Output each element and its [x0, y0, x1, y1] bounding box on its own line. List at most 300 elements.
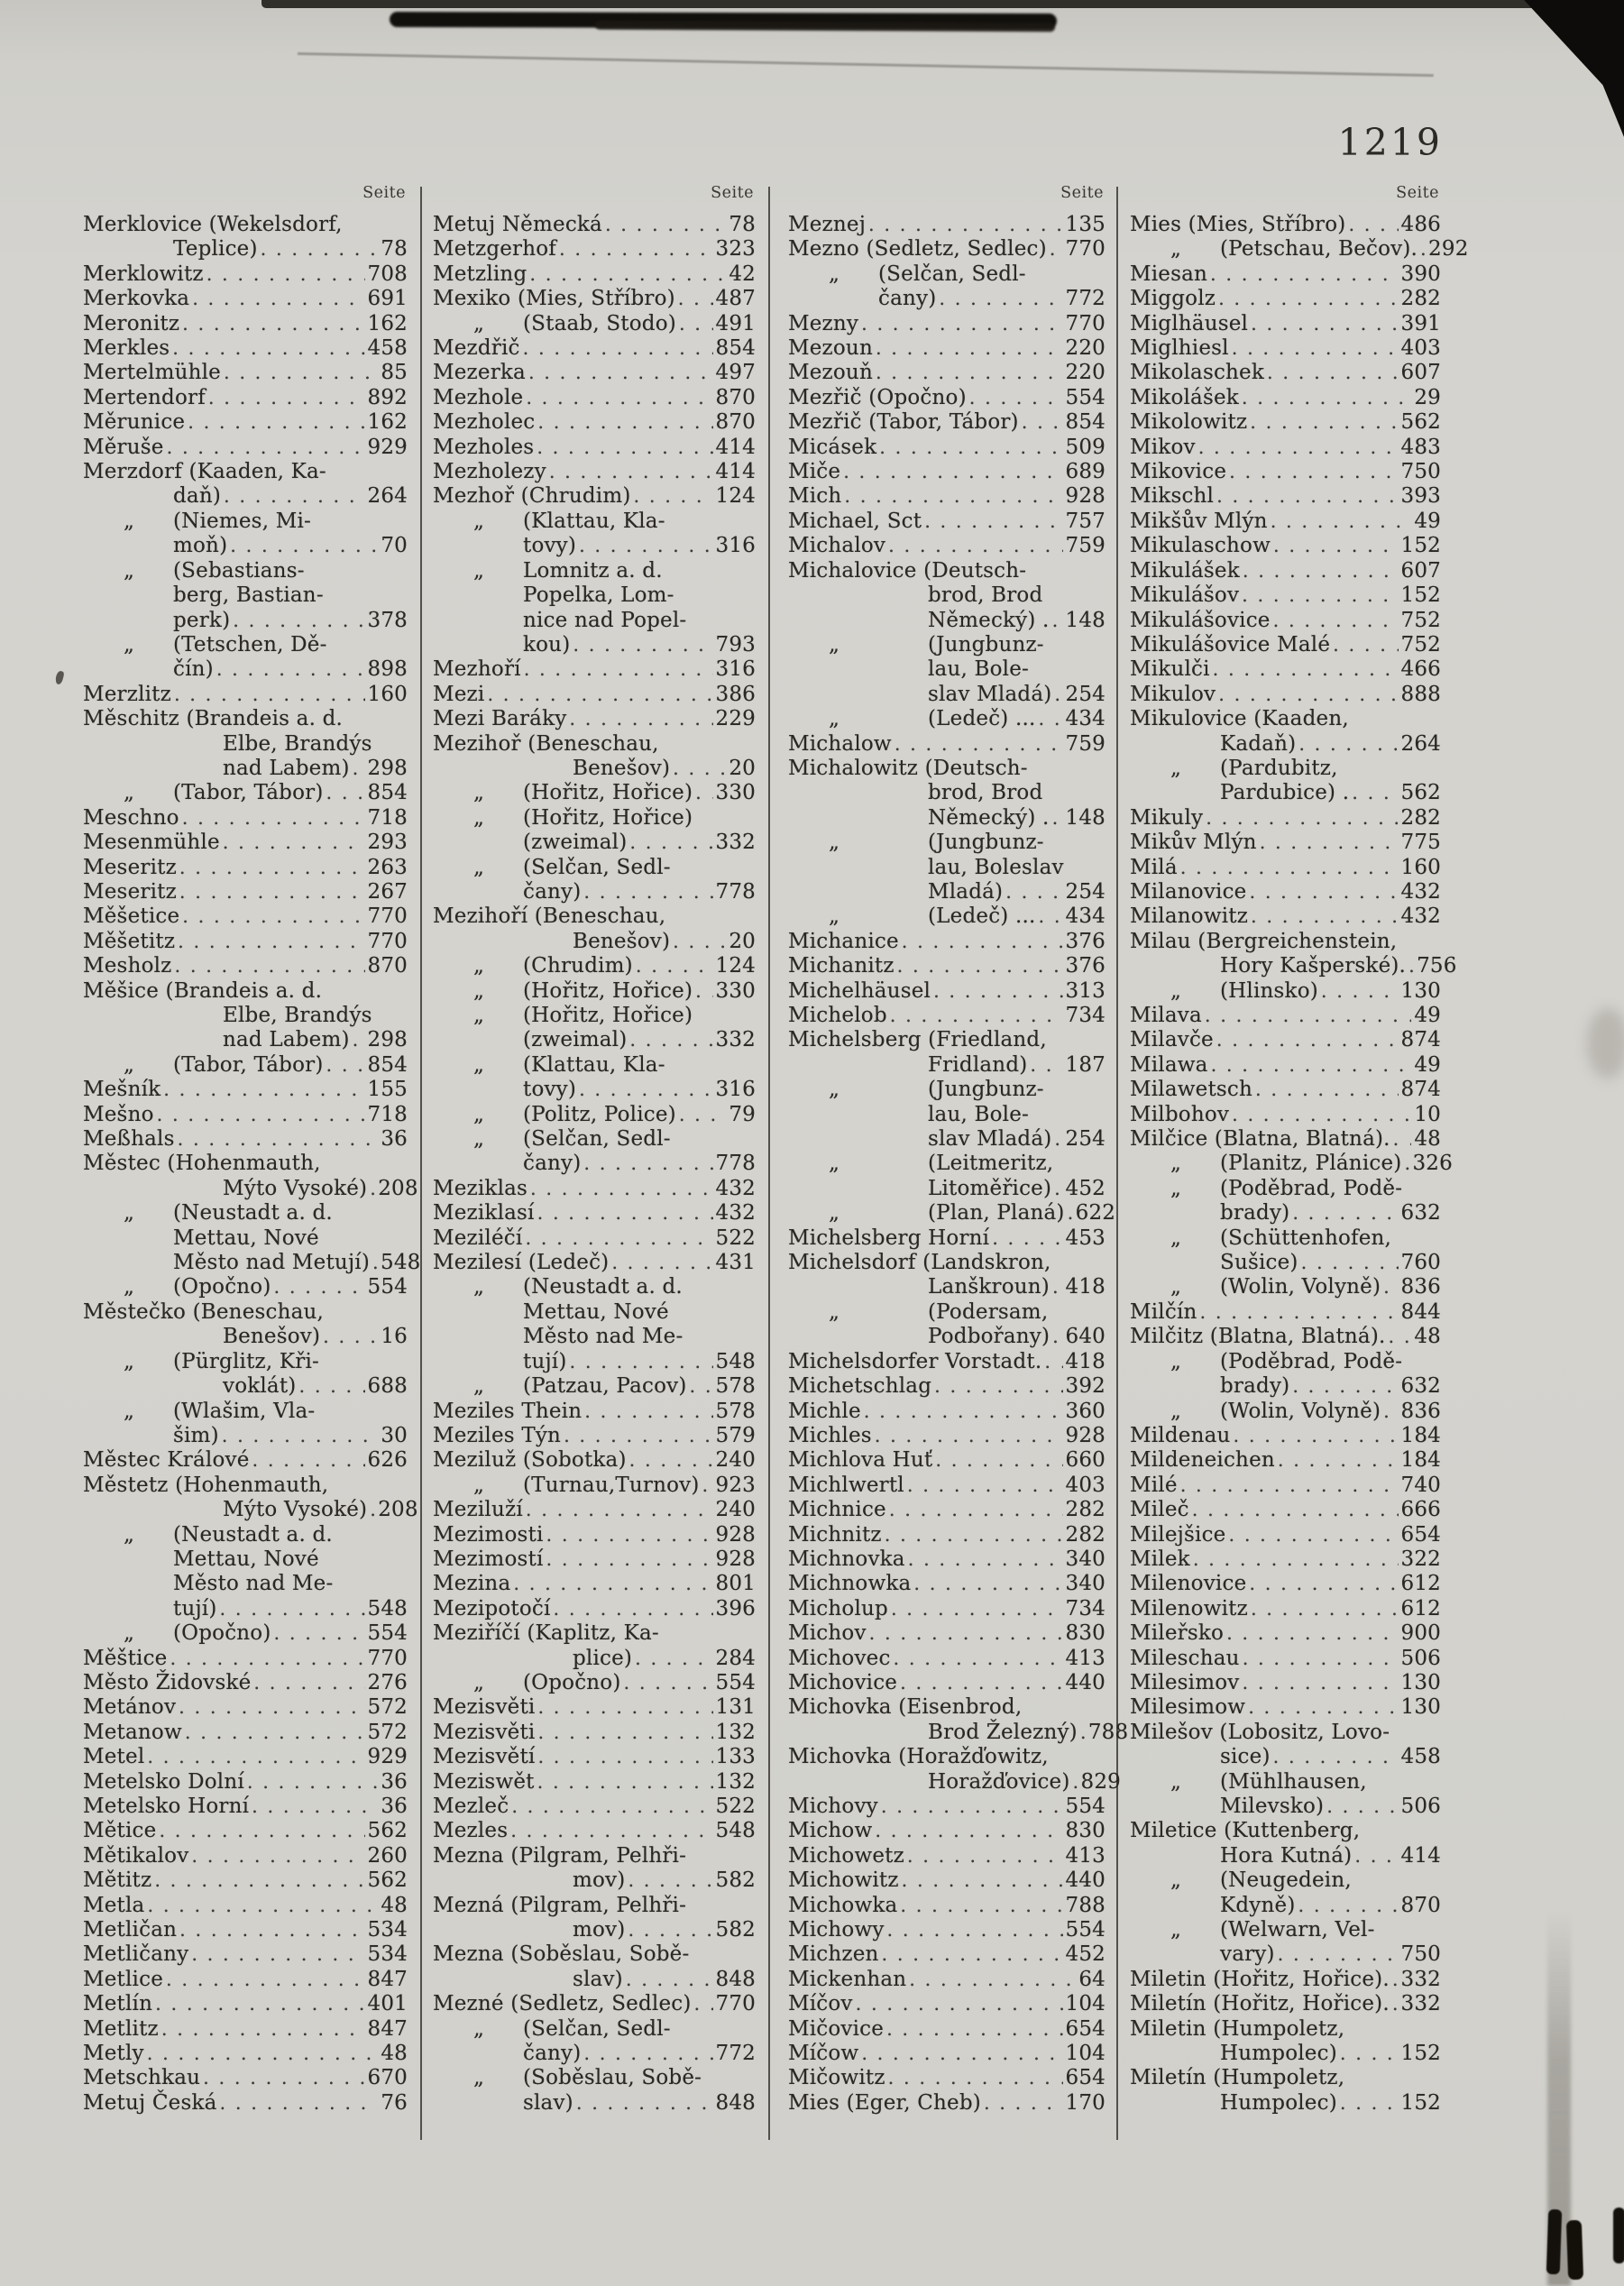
dot-leader: [1292, 1201, 1398, 1226]
dot-leader: [1301, 1251, 1399, 1275]
place-name: Meziles Thein: [433, 1399, 583, 1423]
page-ref: 391: [1400, 311, 1441, 335]
entry-line: [788, 1992, 1106, 2016]
index-entry: [433, 1819, 756, 1843]
place-name: Mětikalov: [83, 1843, 189, 1868]
page-ref: 770: [367, 1646, 408, 1670]
entry-line: [1130, 312, 1441, 336]
index-entry: [433, 1844, 756, 1894]
dot-leader: [636, 954, 713, 978]
dot-leader: [179, 880, 365, 904]
entry-line: [1130, 1647, 1441, 1671]
entry-line: [1130, 757, 1441, 781]
place-name: Hory Kašperské).: [1220, 954, 1407, 978]
entry-line: [433, 954, 756, 978]
place-name: Mikšův Mlýn: [1130, 509, 1268, 533]
index-entry: [788, 954, 1106, 978]
entry-line: [433, 930, 756, 954]
index-entry: [433, 732, 756, 782]
entry-line: [433, 410, 756, 435]
index-entry: [1130, 1424, 1441, 1448]
entry-line: [788, 880, 1106, 904]
page-ref: 874: [1400, 1078, 1441, 1102]
place-name: Michelob: [788, 1004, 887, 1027]
page-ref: 793: [715, 632, 756, 656]
place-name: Město nad Metují): [173, 1251, 371, 1275]
scan-artifact-ink-blot: [1613, 2208, 1624, 2263]
index-entry: [433, 1127, 756, 1177]
index-entry: [788, 510, 1106, 534]
entry-line: [788, 1177, 1106, 1201]
page-ref: 132: [715, 1769, 756, 1794]
entry-line: [788, 1201, 1116, 1226]
entry-line: [1130, 361, 1441, 385]
ditto-mark: „: [473, 558, 485, 583]
entry-line: [1130, 336, 1441, 361]
place-name: Metelsko Horní: [83, 1795, 250, 1818]
entry-line: [1130, 460, 1441, 484]
page-ref: 854: [367, 1052, 408, 1077]
page-ref: 632: [1400, 1201, 1441, 1226]
index-entry: [83, 1992, 408, 2016]
ditto-mark: „: [124, 1349, 135, 1373]
page-ref: 788: [1087, 1720, 1129, 1744]
index-entry: [433, 1474, 756, 1498]
entry-line: [433, 1004, 756, 1028]
place-name: Michovec: [788, 1646, 891, 1670]
scan-artifact-speck: [54, 670, 64, 684]
page-ref: 16: [381, 1325, 408, 1349]
entry-line: [83, 1844, 408, 1868]
entry-line: [433, 880, 756, 904]
entry-line: [83, 707, 408, 731]
page-ref: 772: [715, 2042, 756, 2066]
index-entry: [788, 1868, 1106, 1893]
entry-line: [433, 1078, 756, 1102]
place-name: Metličany: [83, 1942, 189, 1967]
index-entry: [83, 806, 408, 831]
page-ref: 562: [367, 1868, 408, 1893]
place-name: (Podersam,: [928, 1299, 1049, 1324]
dot-leader: [353, 757, 365, 781]
place-name: (Selčan, Sedl-: [523, 2016, 671, 2041]
place-name: Mettau, Nové: [173, 1226, 319, 1250]
place-name: Mezimostí: [433, 1547, 544, 1571]
entry-line: [1130, 1275, 1441, 1299]
ditto-mark: „: [1170, 1918, 1182, 1942]
place-name: Michov: [788, 1621, 867, 1646]
page-ref: 132: [715, 1720, 756, 1744]
place-name: Humpolec): [1220, 2042, 1337, 2066]
dot-leader: [875, 1819, 1062, 1843]
dot-leader: [564, 1424, 712, 1448]
place-name: Hora Kutná): [1220, 1843, 1353, 1868]
dot-leader: [605, 213, 726, 237]
place-name: (Leitmeritz,: [928, 1152, 1054, 1176]
index-entry: [1130, 1868, 1441, 1918]
page-ref: 854: [1065, 410, 1106, 435]
index-entry: [83, 1819, 408, 1843]
place-name: Mezna (Soběslau, Sobě-: [433, 1942, 690, 1967]
index-entry: [83, 1103, 408, 1127]
place-name: Michalov: [788, 534, 886, 558]
index-entry: [788, 1918, 1106, 1942]
index-entry: [83, 2042, 408, 2066]
dot-leader: [887, 1918, 1063, 1942]
place-name: Metzgerhof: [433, 237, 557, 262]
dot-leader: [252, 1795, 378, 1819]
entry-line: [433, 1300, 756, 1325]
entry-line: [788, 1400, 1106, 1424]
scan-artifact-corner-shadow: [1473, 0, 1624, 137]
place-name: Miglhiesl: [1130, 336, 1229, 361]
entry-line: [433, 1152, 756, 1176]
entry-line: [788, 2017, 1106, 2042]
ditto-mark: „: [124, 1522, 135, 1547]
place-name: (Hořitz, Hořice): [523, 1004, 693, 1027]
place-name: čany): [523, 2042, 582, 2066]
ditto-mark: „: [124, 1201, 135, 1226]
dot-leader: [1218, 287, 1398, 311]
page-ref: 522: [715, 1226, 756, 1250]
ditto-mark: „: [473, 1275, 485, 1299]
index-entry: [788, 1350, 1106, 1374]
ditto-mark: „: [124, 781, 135, 805]
place-name: Milčín: [1130, 1299, 1197, 1324]
index-entry: [1130, 410, 1441, 435]
place-name: Městečko (Beneschau,: [83, 1299, 325, 1324]
entry-line: [1130, 1671, 1441, 1695]
place-name: Michelsberg (Friedland,: [788, 1028, 1047, 1052]
page-ref: 640: [1065, 1325, 1106, 1349]
index-entry: [788, 1152, 1106, 1201]
dot-leader: [172, 336, 364, 361]
dot-leader: [511, 1795, 712, 1819]
dot-leader: [298, 1374, 364, 1399]
entry-line: [433, 2091, 756, 2116]
dot-leader: [163, 1078, 364, 1102]
place-name: Mezřič (Tabor, Tábor): [788, 410, 1019, 435]
dot-leader: [894, 1647, 1063, 1671]
page-ref: 708: [367, 262, 408, 286]
dot-leader: [1408, 954, 1414, 978]
entry-line: [83, 262, 408, 287]
entry-line: [788, 361, 1106, 385]
index-entry: [433, 2017, 756, 2067]
index-entry: [433, 1572, 756, 1596]
place-name: (Jungbunz-: [928, 632, 1044, 656]
place-name: (Hlinsko): [1220, 978, 1318, 1003]
entry-line: [433, 460, 756, 484]
entry-line: [788, 1474, 1106, 1498]
index-entry: [433, 806, 756, 856]
entry-line: [433, 436, 756, 460]
place-name: Michnovka: [788, 1547, 905, 1571]
entry-line: [788, 732, 1106, 757]
entry-line: [433, 1424, 756, 1448]
scan-artifact-top-edge: [261, 0, 1542, 8]
entry-line: [1130, 1400, 1441, 1424]
dot-leader: [702, 1474, 713, 1498]
entry-line: [1130, 1968, 1441, 1992]
entry-line: [788, 1647, 1106, 1671]
place-name: Mešno: [83, 1102, 154, 1126]
dot-leader: [1278, 1942, 1399, 1967]
page-ref: 483: [1400, 435, 1441, 459]
page-ref: 124: [715, 484, 756, 509]
entry-line: [788, 1695, 1106, 1720]
page-ref: 660: [1065, 1448, 1106, 1473]
index-entry: [433, 1226, 756, 1251]
place-name: (Niemes, Mi-: [173, 509, 311, 533]
entry-line: [1130, 1374, 1441, 1399]
place-name: Mildeneichen: [1130, 1448, 1275, 1473]
place-name: Mezholezy: [433, 460, 546, 484]
dot-leader: [1054, 683, 1062, 707]
dot-leader: [1180, 1474, 1399, 1498]
dot-leader: [570, 1350, 713, 1374]
entry-line: [83, 904, 408, 929]
index-entry: [83, 1647, 408, 1671]
entry-line: [1130, 2017, 1441, 2042]
place-name: (Mühlhausen,: [1220, 1769, 1367, 1794]
place-name: Meschno: [83, 805, 179, 830]
index-entry: [788, 436, 1106, 460]
dot-leader: [1054, 1177, 1062, 1201]
place-name: mov): [573, 1918, 626, 1942]
entry-line: [433, 1448, 756, 1473]
place-name: Michowy: [788, 1918, 885, 1942]
place-name: brod, Brod: [928, 781, 1043, 805]
page-ref: 874: [1400, 1028, 1441, 1052]
ditto-mark: „: [1170, 978, 1182, 1003]
entry-line: [433, 213, 756, 237]
dot-leader: [690, 1374, 713, 1399]
index-entry: [433, 436, 756, 460]
dot-leader: [147, 1894, 378, 1918]
index-column-2: [433, 185, 756, 2116]
entry-line: [83, 2042, 408, 2066]
place-name: Milevsko): [1220, 1795, 1325, 1818]
entry-line: [788, 1424, 1106, 1448]
place-name: (Patzau, Pacov): [523, 1374, 687, 1399]
page-ref: 670: [367, 2066, 408, 2090]
entry-line: [788, 583, 1106, 608]
dot-leader: [1234, 1424, 1399, 1448]
dot-leader: [673, 757, 726, 781]
entry-line: [1130, 1053, 1441, 1078]
page-ref: 284: [715, 1646, 756, 1670]
index-entry: [788, 1251, 1106, 1300]
ditto-mark: „: [473, 1374, 485, 1399]
page-ref: 900: [1400, 1621, 1441, 1646]
dot-leader: [530, 1177, 712, 1201]
index-entry: [83, 2091, 408, 2116]
entry-line: [83, 1448, 408, 1473]
dot-leader: [913, 1572, 1062, 1596]
entry-line: [433, 1523, 756, 1547]
index-column-4: [1130, 184, 1469, 2116]
dot-leader: [206, 262, 365, 287]
place-name: Michnice: [788, 1498, 886, 1522]
place-name: Mikuly: [1130, 805, 1204, 830]
entry-line: [433, 1103, 756, 1127]
dot-leader: [1068, 1201, 1073, 1226]
entry-line: [433, 1942, 756, 1967]
place-name: Milavče: [1130, 1028, 1214, 1052]
page-ref: 572: [367, 1720, 408, 1744]
place-name: Měrunice: [83, 410, 186, 435]
index-entry: [1130, 1647, 1441, 1671]
dot-leader: [546, 1547, 713, 1572]
place-name: Micholup: [788, 1596, 888, 1620]
entry-line: [83, 484, 408, 509]
place-name: Teplice): [173, 237, 258, 262]
dot-leader: [1383, 1400, 1398, 1424]
entry-line: [1130, 1300, 1441, 1325]
dot-leader: [888, 2066, 1063, 2090]
dot-leader: [1193, 1547, 1399, 1572]
scan-artifact-smudge: [1587, 1008, 1624, 1079]
dot-leader: [1243, 1647, 1399, 1671]
place-name: Mezno (Sedletz, Sedlec): [788, 237, 1047, 262]
index-entry: [1130, 683, 1441, 707]
dot-leader: [583, 1152, 712, 1176]
page-ref: 42: [729, 262, 756, 286]
index-entry: [788, 213, 1106, 237]
page-ref: 486: [1400, 213, 1441, 236]
place-name: Mesenmühle: [83, 831, 220, 855]
index-entry: [83, 1770, 408, 1795]
entry-line: [83, 1745, 408, 1769]
entry-line: [433, 336, 756, 361]
entry-line: [788, 831, 1106, 855]
index-entry: [1130, 312, 1441, 336]
page-ref: 432: [1400, 879, 1441, 904]
place-name: Měšetice: [83, 904, 180, 929]
place-name: (Plan, Planá): [928, 1201, 1065, 1226]
ditto-mark: „: [124, 1399, 135, 1423]
dot-leader: [1210, 262, 1398, 287]
place-name: Mezdřič: [433, 336, 520, 361]
page-ref: 316: [715, 1078, 756, 1102]
dot-leader: [1232, 336, 1399, 361]
index-entry: [433, 386, 756, 410]
place-name: (Poděbrad, Podě-: [1220, 1349, 1403, 1373]
page-ref: 282: [1065, 1498, 1106, 1522]
entry-line: [433, 534, 756, 558]
place-name: Mikovice: [1130, 460, 1227, 484]
index-entry: [1130, 1103, 1441, 1127]
dot-leader: [1298, 732, 1398, 757]
index-entry: [83, 1152, 418, 1201]
place-name: Milanowitz: [1130, 904, 1249, 929]
page-ref: 844: [1400, 1299, 1441, 1324]
place-name: Mezleč: [433, 1795, 509, 1818]
entry-line: [83, 1721, 408, 1745]
place-name: Míčow: [788, 2042, 859, 2066]
dot-leader: [182, 312, 364, 336]
entry-line: [433, 1374, 756, 1399]
entry-line: [83, 609, 408, 633]
page-ref: 282: [1400, 287, 1441, 311]
dot-leader: [1052, 609, 1063, 633]
place-name: Městec (Hohenmauth,: [83, 1152, 321, 1176]
entry-line: [433, 1968, 756, 1992]
index-entry: [1130, 534, 1441, 558]
place-name: (Selčan, Sedl-: [878, 262, 1026, 286]
index-entry: [83, 1745, 408, 1769]
place-name: Mikův Mlýn: [1130, 831, 1257, 855]
place-name: kou): [523, 632, 571, 656]
dot-leader: [1298, 1894, 1399, 1918]
page-ref: 85: [381, 361, 408, 385]
dot-leader: [629, 831, 712, 855]
dot-leader: [890, 1004, 1063, 1028]
place-name: Meßhals: [83, 1127, 175, 1152]
dot-leader: [679, 1103, 727, 1127]
place-name: Milanovice: [1130, 879, 1247, 904]
dot-leader: [233, 609, 364, 633]
ditto-mark: „: [473, 1004, 485, 1027]
entry-line: [788, 657, 1106, 682]
seite-column-header: Seite: [1060, 184, 1104, 202]
page-ref: 848: [715, 1967, 756, 1991]
page-ref: 740: [1400, 1473, 1441, 1497]
place-name: Meziluží: [433, 1498, 523, 1522]
index-entry: [788, 1400, 1106, 1424]
entry-line: [433, 237, 756, 262]
page-ref: 155: [367, 1078, 408, 1102]
entry-line: [433, 1028, 756, 1052]
page-ref: 432: [715, 1201, 756, 1226]
index-entry: [1130, 2017, 1441, 2067]
dot-leader: [191, 1844, 364, 1868]
page-ref: 413: [1065, 1843, 1106, 1868]
page-ref: 929: [367, 435, 408, 459]
entry-line: [83, 1968, 408, 1992]
index-entry: [433, 1795, 756, 1819]
entry-line: [83, 410, 408, 435]
entry-line: [433, 1325, 756, 1349]
index-entry: [83, 1078, 408, 1102]
dot-leader: [1218, 683, 1398, 707]
dot-leader: [1249, 1572, 1398, 1596]
page-ref: 267: [367, 879, 408, 904]
page-ref: 848: [715, 2090, 756, 2115]
page-ref: 340: [1065, 1572, 1106, 1596]
place-name: (Hořitz, Hořice): [523, 805, 693, 830]
entry-line: [1130, 1152, 1453, 1176]
page-ref: 332: [715, 1028, 756, 1052]
entry-line: [1130, 262, 1441, 287]
place-name: Mezipotočí: [433, 1596, 551, 1620]
index-entry: [788, 1695, 1129, 1745]
index-entry: [1130, 1350, 1441, 1400]
place-name: (Hořitz, Hořice): [523, 781, 693, 805]
index-entry: [83, 287, 408, 311]
place-name: Mezles: [433, 1819, 509, 1843]
place-name: Mezi Baráky: [433, 707, 567, 731]
index-entry: [1130, 1400, 1441, 1424]
place-name: Metánov: [83, 1695, 177, 1720]
page-ref: 414: [715, 435, 756, 459]
index-entry: [1130, 1325, 1441, 1349]
page-ref: 254: [1065, 879, 1106, 904]
entry-line: [1130, 583, 1441, 608]
index-entry: [83, 1275, 408, 1299]
place-name: (Klattau, Kla-: [523, 1052, 665, 1077]
